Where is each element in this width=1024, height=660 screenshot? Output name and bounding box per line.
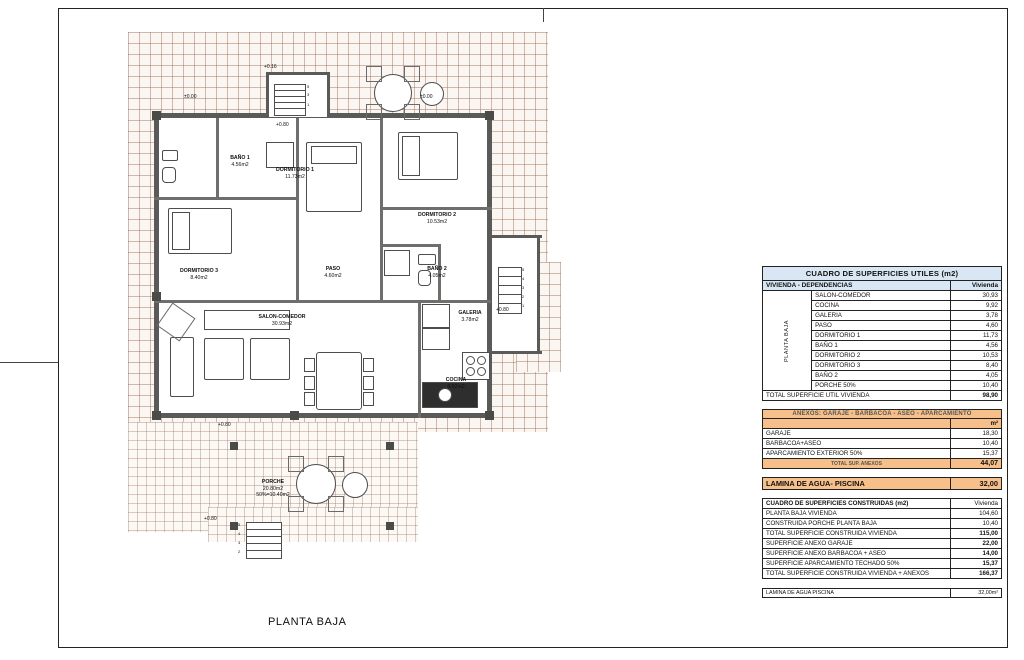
partition-3 xyxy=(296,118,299,303)
garden-chair-n2 xyxy=(404,66,420,82)
sheet-tick-left xyxy=(0,362,58,363)
burner-1 xyxy=(466,356,475,365)
dining-chair-6 xyxy=(363,392,374,406)
wall-galeria-east xyxy=(537,235,540,354)
garden-chair-n1 xyxy=(366,66,382,82)
anexos-total-label: TOTAL SUP. ANEXOS xyxy=(763,459,951,469)
level-mark-5: +0.80 xyxy=(496,307,509,313)
sofa-left xyxy=(170,337,194,397)
area-schedule-panel xyxy=(762,266,1002,598)
armchair-2 xyxy=(250,338,290,380)
floor-plan xyxy=(118,22,678,628)
construidas-row-value: 104,60 xyxy=(951,509,1002,519)
dining-chair-5 xyxy=(363,376,374,390)
utiles-row-label: BAÑO 2 xyxy=(812,371,951,381)
room-label-dormitorio-3: DORMITORIO 3 8.40m2 xyxy=(180,268,218,281)
room-label-dormitorio-1: DORMITORIO 1 11.73m2 xyxy=(276,167,314,180)
south-step-1 xyxy=(246,550,282,559)
room-label-bano-1: BAÑO 1 4.56m2 xyxy=(230,155,250,168)
pillar-ne xyxy=(485,111,494,120)
level-mark-2: ±0.00 xyxy=(184,94,197,100)
construidas-row-label: SUPERFICIE APARCAMIENTO TECHADO 50% xyxy=(763,559,951,569)
construidas-row-label: SUPERFICIE ANEXO BARBACOA + ASEO xyxy=(763,549,951,559)
room-label-salon-comedor: SALON-COMEDOR 30.93m2 xyxy=(258,314,306,327)
utiles-row-value: 10,40 xyxy=(951,381,1002,391)
utiles-row-label: DORMITORIO 2 xyxy=(812,351,951,361)
burner-3 xyxy=(466,367,475,376)
utiles-row-value: 9,92 xyxy=(951,301,1002,311)
sink-kitchen xyxy=(438,388,452,402)
partition-4 xyxy=(154,300,299,303)
dining-table xyxy=(316,352,362,410)
utiles-col-label: VIVIENDA - DEPENDENCIAS xyxy=(763,281,951,291)
wall-entry-east xyxy=(327,72,330,117)
oven xyxy=(422,328,450,350)
pillar-sw xyxy=(152,411,161,420)
room-label-paso: PASO 4.60m2 xyxy=(324,266,342,279)
utiles-row-label: BAÑO 1 xyxy=(812,341,951,351)
partition-5 xyxy=(296,300,491,303)
utiles-total-label: TOTAL SUPERFICIE UTIL VIVIENDA xyxy=(763,391,951,401)
dining-chair-4 xyxy=(363,358,374,372)
utiles-row-label: DORMITORIO 1 xyxy=(812,331,951,341)
dining-chair-2 xyxy=(304,376,315,390)
anexos-title: ANEXOS: GARAJE - BARBACOA - ASEO - APARCAMIENTO xyxy=(763,410,1002,419)
plan-caption: PLANTA BAJA xyxy=(268,616,347,628)
level-mark-4: +0.80 xyxy=(276,122,289,128)
pillar-porch-se xyxy=(386,522,394,530)
utiles-row-value: 11,73 xyxy=(951,331,1002,341)
construidas-row-label: CONSTRUIDA PORCHE PLANTA BAJA xyxy=(763,519,951,529)
wall-west xyxy=(154,113,159,418)
south-step-num-5: 5 xyxy=(238,522,241,527)
toilet-bano-1 xyxy=(162,167,176,183)
partition-8 xyxy=(380,244,440,247)
bed-pillow-1 xyxy=(311,146,357,164)
partition-10 xyxy=(418,303,421,418)
south-step-num-3: 3 xyxy=(238,540,241,545)
galeria-step-num-2: 2 xyxy=(522,294,525,299)
dining-chair-3 xyxy=(304,392,315,406)
pillar-porch-nw xyxy=(230,442,238,450)
construidas-col-value: Vivienda xyxy=(951,499,1002,509)
utiles-row-label: GALERIA xyxy=(812,311,951,321)
bed-pillow-2 xyxy=(402,136,420,176)
construidas-row-value: 115,00 xyxy=(951,529,1002,539)
south-step-num-4: 4 xyxy=(238,531,241,536)
partition-1 xyxy=(154,197,299,200)
utiles-total-value: 98,90 xyxy=(951,391,1002,401)
level-mark-3: ±0.00 xyxy=(420,94,433,100)
garden-chair-n4 xyxy=(404,104,420,120)
galeria-step-num-5: 5 xyxy=(522,267,525,272)
pillar-w-mid xyxy=(152,292,161,301)
burner-2 xyxy=(477,356,486,365)
construidas-row-label: PLANTA BAJA VIVIENDA xyxy=(763,509,951,519)
anexos-unit: m² xyxy=(951,419,1002,429)
room-label-porche: PORCHE 20.80m2 50%=10.40m2 xyxy=(256,479,290,498)
room-label-dormitorio-2: DORMITORIO 2 10.53m2 xyxy=(418,212,456,225)
bed-pillow-3 xyxy=(172,212,190,250)
anexos-row-value: 15,37 xyxy=(951,449,1002,459)
anexos-row-label: APARCAMIENTO EXTERIOR 50% xyxy=(763,449,951,459)
porch-chair-4 xyxy=(328,496,344,512)
entry-step-1 xyxy=(274,108,306,116)
galeria-step-num-1: 1 xyxy=(522,303,525,308)
cooktop xyxy=(462,352,490,380)
utiles-row-value: 4,56 xyxy=(951,341,1002,351)
utiles-row-value: 30,93 xyxy=(951,291,1002,301)
wall-galeria-north xyxy=(492,235,542,238)
table-superficies-construidas xyxy=(762,498,1002,579)
utiles-side-label: PLANTA BAJA xyxy=(763,291,812,391)
pillar-porch-ne xyxy=(386,442,394,450)
construidas-row-value: 10,40 xyxy=(951,519,1002,529)
table-lamina-agua xyxy=(762,477,1002,490)
utiles-row-label: PORCHE 50% xyxy=(812,381,951,391)
utiles-row-value: 8,40 xyxy=(951,361,1002,371)
burner-4 xyxy=(477,367,486,376)
table-anexos xyxy=(762,409,1002,469)
pillar-se xyxy=(485,411,494,420)
wall-galeria-south xyxy=(492,351,542,354)
entry-step-num-1: 1 xyxy=(307,102,310,107)
sink-bano-2 xyxy=(418,254,436,265)
utiles-col-value: Vivienda xyxy=(951,281,1002,291)
construidas-row-value: 166,37 xyxy=(951,569,1002,579)
utiles-row-value: 3,78 xyxy=(951,311,1002,321)
wall-south xyxy=(154,413,492,418)
construidas-row-value: 15,37 xyxy=(951,559,1002,569)
utiles-row-label: PASO xyxy=(812,321,951,331)
construidas-row-label: SUPERFICIE ANEXO GARAJE xyxy=(763,539,951,549)
garden-chair-n3 xyxy=(366,104,382,120)
anexos-row-label: GARAJE xyxy=(763,429,951,439)
lamina-value: 32,00 xyxy=(951,478,1002,490)
partition-6 xyxy=(380,118,383,303)
level-mark-1: +0.16 xyxy=(264,64,277,70)
level-mark-7: +0.80 xyxy=(204,516,217,522)
pillar-porch-sw xyxy=(230,522,241,530)
construidas-row-label: TOTAL SUPERFICIE CONSTRUIDA VIVIENDA xyxy=(763,529,951,539)
entry-step-num-3: 3 xyxy=(307,92,310,97)
utiles-row-label: SALON-COMEDOR xyxy=(812,291,951,301)
porch-chair-2 xyxy=(328,456,344,472)
lamina-footer-label: LAMINA DE AGUA PISCINA xyxy=(763,589,951,598)
table-lamina-footer xyxy=(762,588,1002,598)
dining-chair-1 xyxy=(304,358,315,372)
wall-entry-west xyxy=(266,72,269,117)
construidas-title: CUADRO DE SUPERFICIES CONSTRUIDAS (m2) xyxy=(763,499,951,509)
utiles-row-value: 4,60 xyxy=(951,321,1002,331)
utiles-row-label: COCINA xyxy=(812,301,951,311)
construidas-row-label: TOTAL SUPERFICIE CONSTRUIDA VIVIENDA + ANEXOS xyxy=(763,569,951,579)
utiles-title: CUADRO DE SUPERFICIES UTILES (m2) xyxy=(763,267,1002,281)
porch-table-2 xyxy=(342,472,368,498)
construidas-row-value: 22,00 xyxy=(951,539,1002,549)
wall-entry-north xyxy=(266,72,330,75)
lamina-footer-value: 32,00m² xyxy=(951,589,1002,598)
utiles-row-label: DORMITORIO 3 xyxy=(812,361,951,371)
shower-bano-1 xyxy=(266,142,294,168)
utiles-row-value: 4,05 xyxy=(951,371,1002,381)
table-superficies-utiles xyxy=(762,266,1002,401)
pillar-nw xyxy=(152,111,161,120)
galeria-step-num-3: 3 xyxy=(522,285,525,290)
partition-7 xyxy=(380,207,492,210)
porch-chair-1 xyxy=(288,456,304,472)
armchair-1 xyxy=(204,338,244,380)
south-step-num-2: 2 xyxy=(238,549,241,554)
galeria-step-num-4: 4 xyxy=(522,276,525,281)
sink-bano-1 xyxy=(162,150,178,161)
pillar-s-mid xyxy=(290,411,299,420)
entry-step-num-5: 5 xyxy=(307,84,310,89)
utiles-row-value: 10,53 xyxy=(951,351,1002,361)
lamina-label: LAMINA DE AGUA- PISCINA xyxy=(763,478,951,490)
construidas-row-value: 14,00 xyxy=(951,549,1002,559)
anexos-row-value: 10,40 xyxy=(951,439,1002,449)
sheet-tick-top xyxy=(543,8,544,22)
anexos-total-value: 44,07 xyxy=(951,459,1002,469)
room-label-bano-2: BAÑO 2 4.05m2 xyxy=(427,266,447,279)
room-label-cocina: COCINA 9.92m2 xyxy=(445,377,467,390)
level-mark-6: +0.80 xyxy=(218,422,231,428)
anexos-row-value: 18,30 xyxy=(951,429,1002,439)
anexos-row-label: BARBACOA+ASEO xyxy=(763,439,951,449)
shower-bano-2 xyxy=(384,250,410,276)
room-label-galeria: GALERIA 3.78m2 xyxy=(458,310,482,323)
